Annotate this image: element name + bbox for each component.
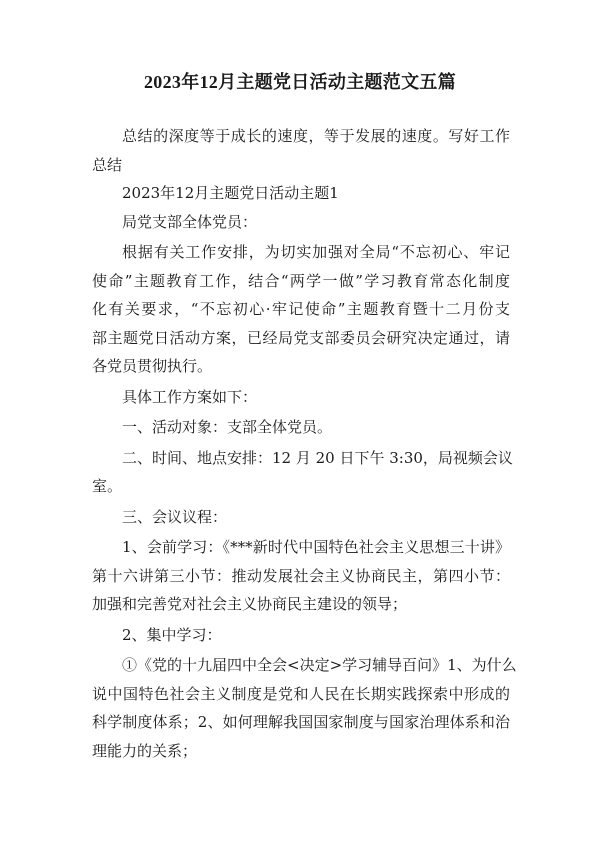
paragraph	[92, 383, 510, 412]
paragraph	[92, 444, 513, 501]
text-line: 一、活动对象：支部全体党员。	[122, 418, 333, 436]
paragraph	[92, 238, 510, 381]
text-line: 室。	[92, 477, 123, 495]
text-line: 局党支部全体党员：	[122, 212, 258, 231]
text-line: 科学制度体系；2、如何理解我国国家制度与国家治理体系和治	[92, 713, 510, 731]
text-line: 根据有关工作安排，为切实加强对全局“不忘初心、牢记	[122, 243, 510, 261]
text-line: 总结的深度等于成长的速度，等于发展的速度。写好工作	[122, 127, 510, 145]
paragraph	[92, 122, 510, 179]
paragraph	[92, 621, 510, 650]
text-line: ①《党的十九届四中全会<决定>学习辅导百问》1、为什么	[122, 656, 517, 674]
paragraph	[92, 533, 510, 619]
paragraph	[92, 179, 510, 208]
text-line: 说中国特色社会主义制度是党和人民在长期实践探索中形成的	[92, 684, 510, 703]
text-line: 二、时间、地点安排：12 月 20 日下午 3:30，局视频会议	[122, 448, 513, 467]
text-line: 三、会议议程：	[122, 507, 228, 526]
paragraph	[92, 651, 517, 765]
text-line: 各党员贯彻执行。	[92, 357, 213, 375]
text-line: 理能力的关系；	[92, 741, 198, 760]
text-line: 第十六讲第三小节：推动发展社会主义协商民主，第四小节：	[92, 566, 510, 585]
text-line: 总结	[92, 155, 123, 174]
text-line: 部主题党日活动方案，已经局党支部委员会研究决定通过，请	[92, 328, 510, 347]
text-line: 1、会前学习：《***新时代中国特色社会主义思想三十讲》	[122, 538, 510, 556]
document-body	[92, 122, 517, 765]
text-line: 2023年12月主题党日活动主题1	[122, 184, 339, 202]
text-line: 化有关要求，“不忘初心·牢记使命”主题教育暨十二月份支	[92, 300, 510, 318]
paragraph	[92, 208, 510, 237]
text-line: 2、集中学习：	[122, 625, 222, 644]
text-line: 具体工作方案如下：	[122, 387, 258, 406]
paragraph	[92, 503, 510, 532]
text-line: 加强和完善党对社会主义协商民主建设的领导；	[92, 595, 408, 613]
paragraph	[92, 413, 510, 442]
document-title: 2023年12月主题党日活动主题范文五篇	[144, 72, 456, 92]
text-line: 使命”主题教育工作，结合“两学一做”学习教育常态化制度	[92, 271, 510, 290]
